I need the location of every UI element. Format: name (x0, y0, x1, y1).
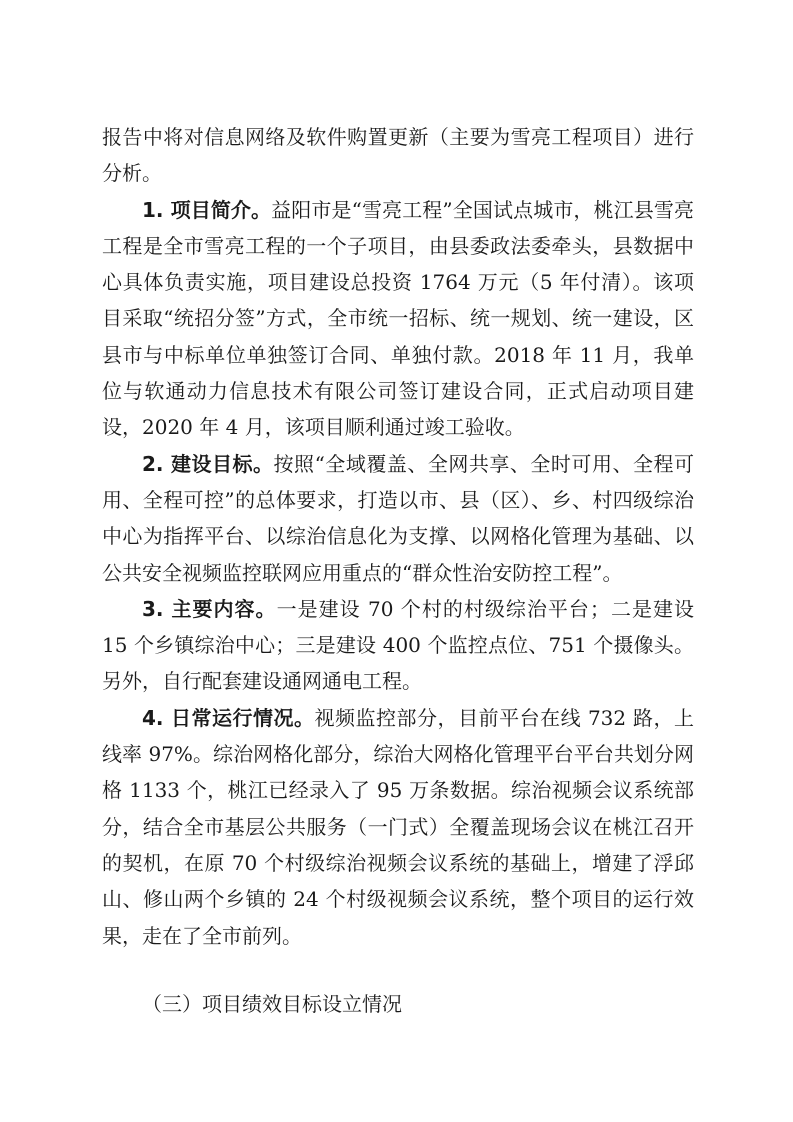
item-text: 视频监控部分，目前平台在线 732 路，上线率 97%。综治网格化部分，综治大网格化管理平台平台共划分网格 1133 个，桃江已经录入了 95 万条数据。综治视频会议系统部分，结合全市基层公共服务（一门式）全覆盖现场会议在桃江召开的契机，在原 70 个村级综治视频会议系统的基础上，增建了浮邱山、修山两个乡镇的 24 个村级视频会议系统，整个项目的运行效果，走在了全市前列。 (102, 705, 695, 948)
item-main-content (102, 591, 694, 700)
item-daily-operation (102, 700, 694, 954)
item-lead: 3. 主要内容。 (142, 596, 277, 621)
item-project-overview (102, 192, 694, 446)
section-heading: （三）项目绩效目标设立情况 (142, 992, 402, 1016)
item-lead: 2. 建设目标。 (142, 451, 274, 476)
document-body (102, 119, 694, 954)
item-lead: 4. 日常运行情况。 (142, 705, 315, 730)
item-text: 按照“全域覆盖、全网共享、全时可用、全程可用、全程可控”的总体要求，打造以市、县（区）、乡、村四级综治中心为指挥平台、以综治信息化为支撑、以网格化管理为基础、以公共安全视频监控联网应用重点的“群众性治安防控工程”。 (102, 451, 694, 585)
intro-paragraph: 报告中将对信息网络及软件购置更新（主要为雪亮工程项目）进行分析。 (102, 125, 694, 186)
item-construction-goals (102, 446, 694, 591)
item-text: 益阳市是“雪亮工程”全国试点城市，桃江县雪亮工程是全市雪亮工程的一个子项目，由县委政法委牵头，县数据中心具体负责实施，项目建设总投资 1764 万元（5 年付清）。该项目采取“统招分签”方式，全市统一招标、统一规划、统一建设，区县市与中标单位单独签订合同、单独付款。2018 年 11 月，我单位与软通动力信息技术有限公司签订建设合同，正式启动项目建设，2020 年 4 月，该项目顺利通过竣工验收。 (102, 197, 695, 440)
item-lead: 1. 项目简介。 (142, 197, 272, 222)
item-text: 一是建设 70 个村的村级综治平台；二是建设 15 个乡镇综治中心；三是建设 400 个监控点位、751 个摄像头。另外，自行配套建设通网通电工程。 (102, 596, 694, 694)
